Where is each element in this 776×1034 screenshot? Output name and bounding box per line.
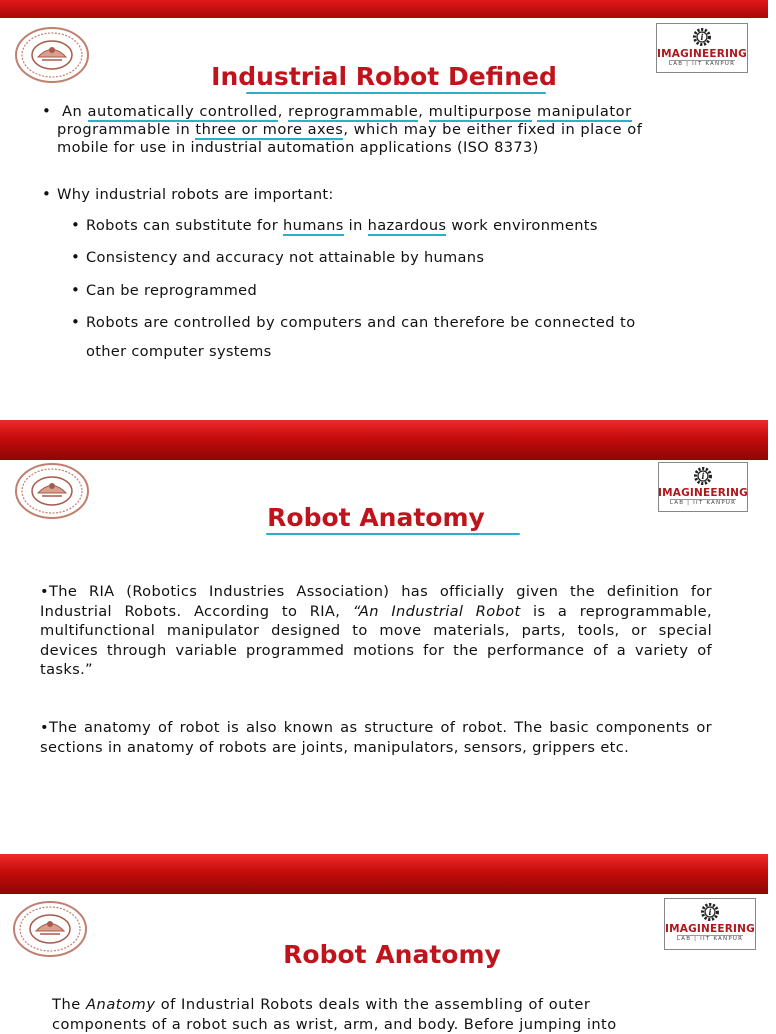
slide-3 — [0, 894, 768, 1033]
slide-1 — [0, 18, 768, 420]
reason-item: Robots can substitute for humans in hazardous work environments — [86, 217, 598, 234]
definition-line-2: programmable in three or more axes, which may be either fixed in place of — [57, 121, 643, 138]
gear-icon — [689, 26, 715, 48]
underlined-term: three or more axes — [195, 121, 344, 138]
definition-line-3: mobile for use in industrial automation applications (ISO 8373) — [57, 139, 539, 156]
slide-divider-bar — [0, 420, 768, 460]
svg-text:i: i — [700, 32, 704, 42]
logo-subtitle: LAB | IIT KANPUR — [668, 61, 736, 67]
ria-definition-paragraph: •The RIA (Robotics Industries Association) has officially given the definition for Industrial Robots. According to RIA, “An Industrial Robot is a reprogrammable, multifunctional manipulator designed to move materials, parts, tools, or special devices through variable programmed motions for the performance of a variety of tasks.” — [40, 583, 712, 678]
top-bar — [0, 0, 768, 18]
definition-line-1: An automatically controlled, reprogrammable, multipurpose manipulator — [62, 103, 632, 120]
underlined-term: multipurpose — [428, 103, 532, 120]
reason-item: Robots are controlled by computers and can therefore be connected to — [86, 314, 636, 331]
logo-name: IMAGINEERING — [657, 48, 747, 60]
bullet-dot: • — [71, 216, 80, 234]
reason-item: Can be reprogrammed — [86, 282, 258, 299]
bullet-dot: • — [71, 281, 80, 299]
bullet-dot: • — [42, 102, 51, 120]
logo-subtitle: LAB | IIT KANPUR — [669, 500, 737, 506]
title-underline — [246, 92, 546, 94]
slide-title: Industrial Robot Defined — [211, 62, 557, 91]
underlined-term: hazardous — [367, 217, 447, 234]
bullet-dot: • — [71, 313, 80, 331]
underlined-term: reprogrammable — [288, 103, 419, 120]
underlined-term: automatically controlled — [87, 103, 278, 120]
slide-divider-bar — [0, 854, 768, 894]
anatomy-intro-line-2: components of a robot such as wrist, arm, and body. Before jumping into — [52, 1016, 617, 1033]
reason-item-continued: other computer systems — [86, 343, 272, 360]
underlined-term: manipulator — [537, 103, 632, 120]
gear-icon — [690, 465, 716, 487]
why-heading: Why industrial robots are important: — [57, 186, 334, 203]
anatomy-intro-line-1: The Anatomy of Industrial Robots deals with the assembling of outer — [52, 996, 591, 1013]
logo-subtitle: LAB | IIT KANPUR — [676, 936, 744, 942]
slide-title: Robot Anatomy — [267, 503, 485, 532]
reason-item: Consistency and accuracy not attainable by humans — [86, 249, 485, 266]
bullet-dot: • — [71, 248, 80, 266]
svg-text:i: i — [701, 471, 705, 481]
bullet-dot: • — [42, 185, 51, 203]
title-underline — [266, 533, 520, 535]
logo-name: IMAGINEERING — [665, 923, 755, 935]
logo-name: IMAGINEERING — [658, 487, 748, 499]
underlined-term: humans — [283, 217, 344, 234]
anatomy-paragraph: •The anatomy of robot is also known as structure of robot. The basic components or sections in anatomy of robots are joints, manipulators, sensors, grippers etc. — [40, 719, 712, 756]
slide-2 — [0, 460, 768, 854]
slide-title: Robot Anatomy — [283, 940, 501, 969]
svg-text:i: i — [708, 907, 712, 917]
gear-icon — [697, 901, 723, 923]
